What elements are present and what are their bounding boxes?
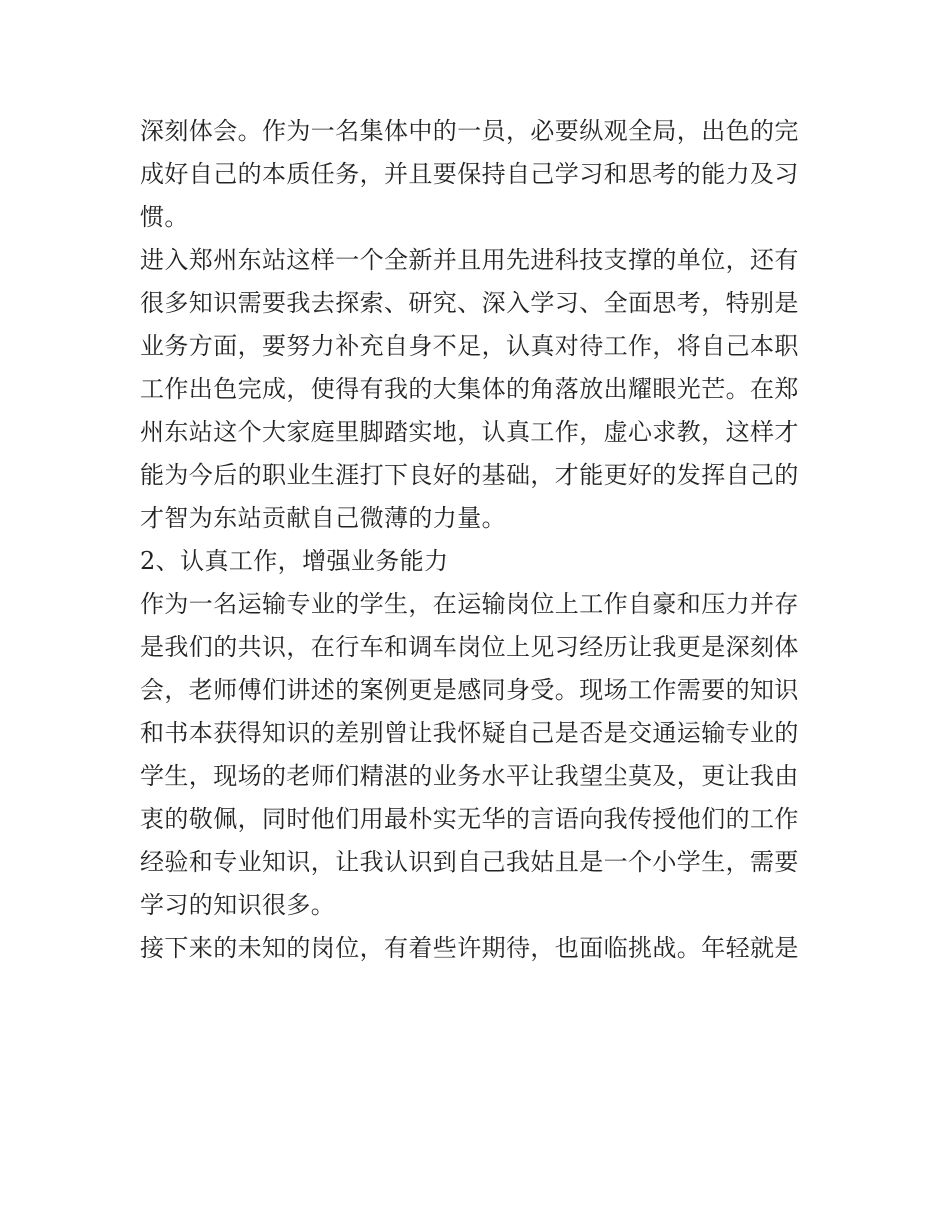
paragraph-2: 进入郑州东站这样一个全新并且用先进科技支撑的单位，还有很多知识需要我去探索、研究、深入学习、全面思考，特别是业务方面，要努力补充自身不足，认真对待工作，将自己本职工作出色完成，使得有我的大集体的角落放出耀眼光芒。在郑州东站这个大家庭里脚踏实地，认真工作，虚心求教，这样才能为今后的职业生涯打下良好的基础，才能更好的发挥自己的才智为东站贡献自己微薄的力量。	[140, 246, 799, 532]
paragraph-1: 深刻体会。作为一名集体中的一员，必要纵观全局，出色的完成好自己的本质任务，并且要保持自己学习和思考的能力及习惯。	[140, 117, 799, 231]
paragraph-3: 作为一名运输专业的学生，在运输岗位上工作自豪和压力并存是我们的共识，在行车和调车岗位上见习经历让我更是深刻体会，老师傅们讲述的案例更是感同身受。现场工作需要的知识和书本获得知识的差别曾让我怀疑自己是否是交通运输专业的学生，现场的老师们精湛的业务水平让我望尘莫及，更让我由衷的敬佩，同时他们用最朴实无华的言语向我传授他们的工作经验和专业知识，让我认识到自己我姑且是一个小学生，需要学习的知识很多。	[140, 590, 799, 919]
document-body	[140, 110, 812, 970]
section-heading: 2、认真工作，增强业务能力	[140, 547, 449, 575]
paragraph-4: 接下来的未知的岗位，有着些许期待，也面临挑战。年轻就是	[140, 934, 799, 962]
